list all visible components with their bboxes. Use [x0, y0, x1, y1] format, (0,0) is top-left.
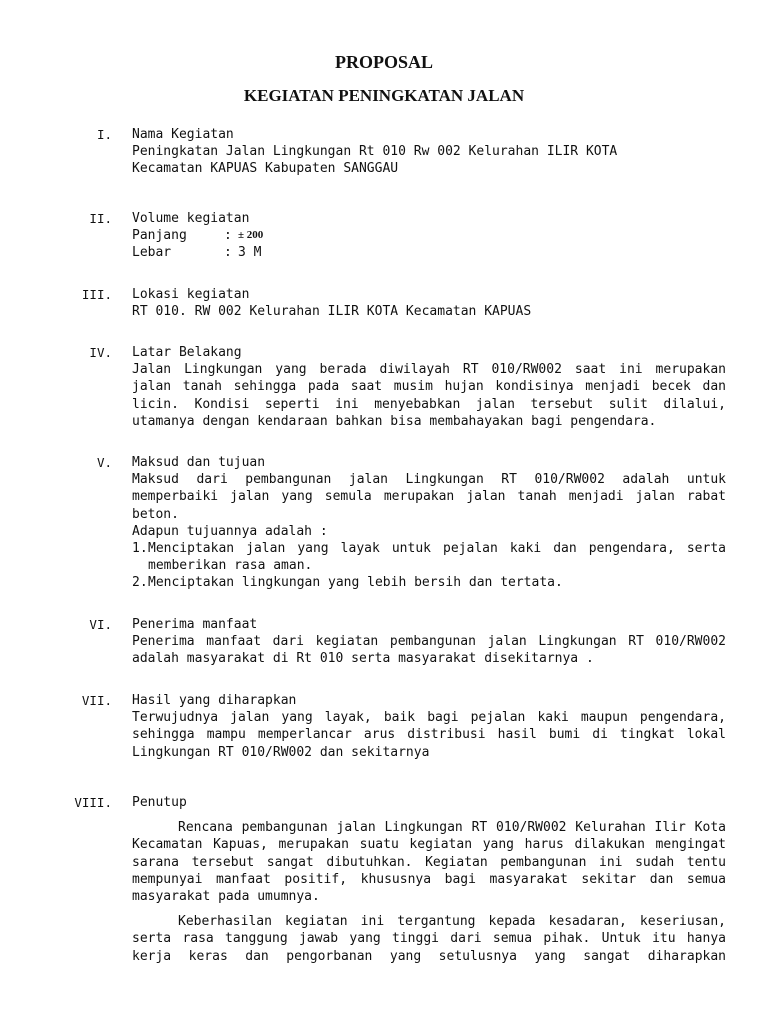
- section-number: IV.: [89, 345, 112, 360]
- section-line: Kecamatan KAPUAS Kabupaten SANGGAU: [132, 161, 399, 177]
- list-item: [132, 574, 726, 591]
- list-item-number: 1.: [132, 541, 148, 557]
- row-value: ± 200: [238, 229, 264, 242]
- volume-row-panjang: [132, 227, 726, 244]
- section-intro: Adapun tujuannya adalah :: [132, 523, 328, 539]
- tujuan-list: [132, 540, 726, 592]
- section-paragraph: Maksud dari pembangunan jalan Lingkungan RT 010/RW002 adalah untuk memperbaiki jalan yang semula merupakan jalan tanah menjadi jalan rabat beton.: [132, 472, 726, 522]
- section-number: I.: [96, 127, 112, 142]
- section-heading: Nama Kegiatan: [132, 127, 234, 142]
- row-label: Panjang: [132, 228, 187, 244]
- section-heading: Penutup: [132, 795, 187, 810]
- section-heading: Hasil yang diharapkan: [132, 693, 297, 708]
- section-heading: Maksud dan tujuan: [132, 455, 266, 470]
- section-heading: Penerima manfaat: [132, 617, 258, 632]
- section-paragraph: Rencana pembangunan jalan Lingkungan RT 010/RW002 Kelurahan Ilir Kota Kecamatan Kapuas, merupakan suatu kegiatan yang harus dilakukan mengingat sarana tersebut sangat dibutuhkan. Kegiatan pembangunan ini sudah tentu mempunyai manfaat positif, khususnya bagi masyarakat sekitar dan semua masyarakat pada umumnya.: [132, 820, 726, 905]
- document-subtitle: KEGIATAN PENINGKATAN JALAN: [243, 86, 525, 105]
- section-heading: Latar Belakang: [132, 345, 242, 360]
- section-line: RT 010. RW 002 Kelurahan ILIR KOTA Kecamatan KAPUAS: [132, 304, 532, 320]
- section-number: III.: [81, 287, 112, 302]
- section-paragraph: Penerima manfaat dari kegiatan pembangunan jalan Lingkungan RT 010/RW002 adalah masyarakat di Rt 010 serta masyarakat disekitarnya .: [132, 634, 726, 667]
- section-heading: Lokasi kegiatan: [132, 287, 250, 302]
- row-label: Lebar: [132, 245, 172, 261]
- section-line: Peningkatan Jalan Lingkungan Rt 010 Rw 002 Kelurahan ILIR KOTA: [132, 144, 618, 160]
- section-number: VIII.: [74, 795, 112, 810]
- section-paragraph: Jalan Lingkungan yang berada diwilayah RT 010/RW002 saat ini merupakan jalan tanah sehingga pada saat musim hujan kondisinya menjadi becek dan licin. Kondisi seperti ini menyebabkan jalan tersebut sulit dilalui, utamanya dengan kendaraan bahkan bisa membahayakan bagi pengendara.: [132, 362, 726, 429]
- section-number: VII.: [81, 693, 112, 708]
- row-separator: :: [224, 228, 232, 244]
- row-value: 3 M: [238, 245, 262, 261]
- section-paragraph: Keberhasilan kegiatan ini tergantung kepada kesadaran, keseriusan, serta rasa tanggung jawab yang tinggi dari semua pihak. Untuk itu hanya kerja keras dan pengorbanan yang setulusnya yang sangat diharapkan: [132, 914, 726, 964]
- row-separator: :: [224, 245, 232, 261]
- list-item-text: Menciptakan lingkungan yang lebih bersih dan tertata.: [148, 575, 563, 591]
- section-heading: Volume kegiatan: [132, 211, 250, 226]
- section-number: VI.: [89, 617, 112, 632]
- list-item: [132, 540, 726, 574]
- list-item-text: Menciptakan jalan yang layak untuk pejalan kaki dan pengendara, serta memberikan rasa aman.: [148, 541, 726, 574]
- section-number: II.: [89, 211, 112, 226]
- document-title: PROPOSAL: [334, 52, 433, 72]
- section-number: V.: [96, 455, 112, 470]
- volume-row-lebar: [132, 244, 726, 261]
- section-paragraph: Terwujudnya jalan yang layak, baik bagi pejalan kaki maupun pengendara, sehingga mampu memperlancar arus distribusi hasil bumi di tingkat lokal Lingkungan RT 010/RW002 dan sekitarnya: [132, 710, 726, 760]
- list-item-number: 2.: [132, 575, 148, 591]
